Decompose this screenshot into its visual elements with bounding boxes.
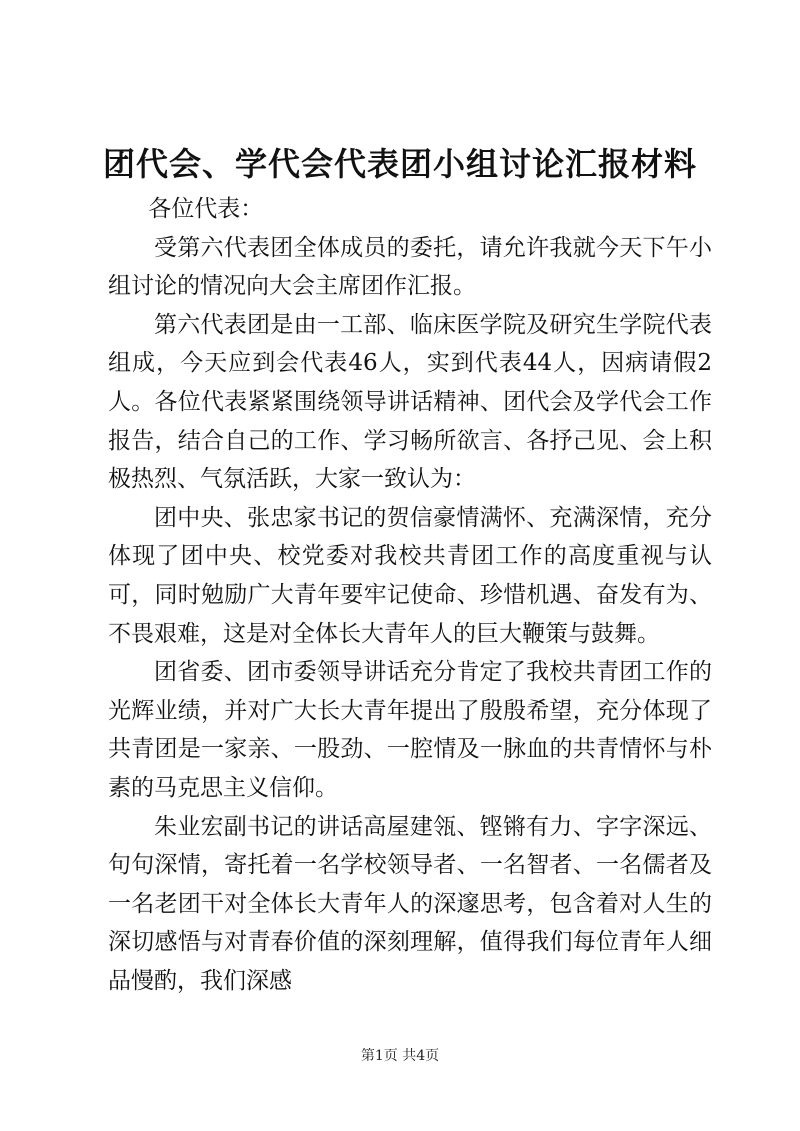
paragraph: 朱业宏副书记的讲话高屋建瓴、铿锵有力、字字深远、句句深情，寄托着一名学校领导者、一名智者、一名儒者及一名老团干对全体长大青年人的深邃思考，包含着对人生的深切感悟与对青春价值的深刻理解，值得我们每位青年人细品慢酌，我们深感 — [108, 813, 712, 994]
page-number-footer: 第1页 共4页 — [360, 1048, 440, 1064]
document-body — [108, 190, 712, 1000]
paragraph: 受第六代表团全体成员的委托，请允许我就今天下午小组讨论的情况向大会主席团作汇报。 — [108, 234, 712, 300]
document-title: 团代会、学代会代表团小组讨论汇报材料 — [102, 145, 697, 183]
paragraph: 团中央、张忠家书记的贺信豪情满怀、充满深情，充分体现了团中央、校党委对我校共青团工作的高度重视与认可，同时勉励广大青年要牢记使命、珍惜机遇、奋发有为、不畏艰难，这是对全体长大青年人的巨大鞭策与鼓舞。 — [108, 504, 712, 647]
greeting: 各位代表： — [148, 196, 264, 222]
paragraph: 第六代表团是由一工部、临床医学院及研究生学院代表组成，今天应到会代表46人，实到代表44人，因病请假2人。各位代表紧紧围绕领导讲话精神、团代会及学代会工作报告，结合自己的工作、学习畅所欲言、各抒己见、会上积极热烈、气氛活跃，大家一致认为： — [108, 311, 712, 493]
paragraph: 团省委、团市委领导讲话充分肯定了我校共青团工作的光辉业绩，并对广大长大青年提出了殷殷希望，充分体现了共青团是一家亲、一股劲、一腔情及一脉血的共青情怀与朴素的马克思主义信仰。 — [108, 659, 712, 801]
